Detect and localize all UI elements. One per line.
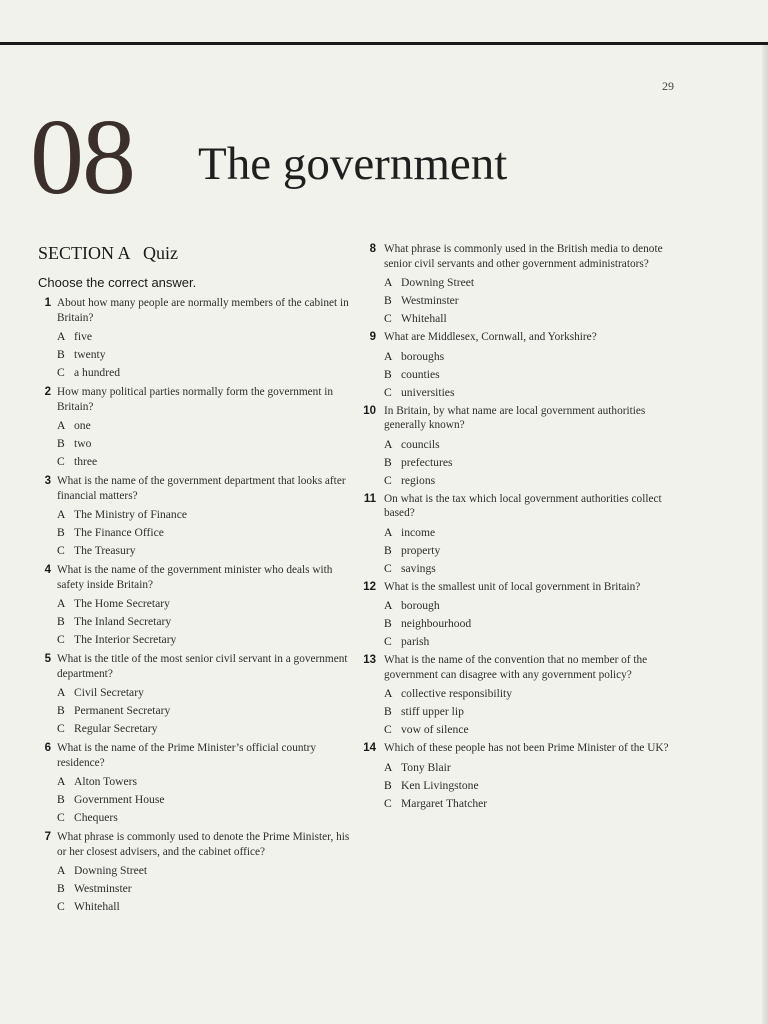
option-text: The Inland Secretary (74, 615, 172, 628)
instruction-text: Choose the correct answer. (38, 275, 197, 290)
option-text: Alton Towers (74, 775, 138, 788)
option-letter: B (57, 615, 65, 628)
option-letter: B (384, 455, 392, 469)
question-item (34, 385, 364, 471)
question-number: 8 (369, 243, 376, 255)
question-item (356, 330, 686, 402)
question-number: 9 (369, 331, 376, 343)
answer-option (57, 506, 364, 524)
question-text: What is the name of the government minister who deals with safety inside Britain? (57, 564, 333, 591)
question-item (356, 492, 686, 578)
option-letter: A (57, 330, 66, 343)
answer-option (57, 613, 364, 631)
option-text: collective responsibility (401, 687, 513, 700)
answer-options (384, 524, 686, 578)
option-text: income (401, 525, 436, 539)
option-text: The Treasury (74, 544, 136, 557)
option-letter: B (384, 705, 392, 718)
answer-option (57, 417, 364, 435)
answer-option (384, 472, 686, 490)
option-text: boroughs (401, 349, 445, 363)
option-letter: B (57, 526, 65, 539)
question-number: 2 (44, 386, 51, 398)
answer-options (384, 685, 686, 739)
option-text: twenty (74, 348, 106, 361)
option-text: Regular Secretary (74, 722, 158, 735)
question-item (356, 580, 686, 652)
option-letter: A (384, 687, 393, 700)
answer-option (384, 542, 686, 560)
option-letter: A (57, 864, 66, 877)
option-letter: C (57, 455, 65, 468)
option-letter: C (57, 366, 65, 379)
answer-option (57, 524, 364, 542)
section-label: SECTION A (38, 243, 131, 263)
question-text: What is the title of the most senior civil servant in a government department? (57, 653, 348, 680)
option-letter: C (384, 723, 392, 736)
answer-options (57, 773, 364, 827)
answer-options (384, 759, 686, 813)
answer-options (57, 684, 364, 738)
option-letter: B (384, 617, 392, 630)
option-text: Whitehall (401, 312, 447, 325)
answer-option (57, 328, 364, 346)
option-letter: A (384, 437, 393, 451)
option-text: parish (401, 635, 430, 648)
option-text: Westminster (401, 294, 459, 307)
question-number: 11 (363, 492, 376, 505)
option-letter: B (384, 543, 392, 557)
option-letter: B (384, 367, 392, 381)
option-letter: A (57, 686, 66, 699)
option-text: Permanent Secretary (74, 704, 171, 717)
answer-options (57, 328, 364, 382)
answer-option (57, 364, 364, 382)
option-text: counties (401, 367, 440, 381)
answer-option (57, 702, 364, 720)
right-question-column (356, 242, 686, 815)
option-letter: C (384, 312, 392, 325)
option-text: prefectures (401, 455, 453, 469)
option-text: Government House (74, 793, 165, 806)
answer-option (384, 721, 686, 739)
option-letter: A (384, 760, 393, 774)
option-text: Whitehall (74, 900, 120, 913)
option-letter: C (57, 900, 65, 913)
option-letter: C (384, 796, 392, 810)
question-item (34, 652, 364, 738)
question-text: What are Middlesex, Cornwall, and Yorkshire? (384, 331, 597, 343)
answer-options (57, 506, 364, 560)
answer-option (384, 366, 686, 384)
answer-options (384, 348, 686, 402)
question-text: What phrase is commonly used to denote the Prime Minister, his or her closest advisers, and the cabinet office? (57, 831, 350, 858)
question-text: Which of these people has not been Prime Minister of the UK? (384, 742, 669, 754)
option-letter: A (384, 349, 393, 363)
option-letter: C (384, 561, 392, 575)
answer-option (57, 898, 364, 916)
answer-option (384, 348, 686, 366)
answer-option (57, 720, 364, 738)
option-letter: A (57, 508, 66, 521)
answer-options (384, 274, 686, 328)
answer-option (57, 435, 364, 453)
answer-option (384, 292, 686, 310)
question-text: In Britain, by what name are local government authorities generally known? (384, 404, 646, 431)
section-title: Quiz (143, 243, 179, 263)
answer-option (384, 436, 686, 454)
answer-option (384, 703, 686, 721)
question-text: How many political parties normally form the government in Britain? (57, 386, 334, 413)
option-text: The Interior Secretary (74, 633, 177, 646)
option-text: two (74, 437, 92, 450)
option-text: regions (401, 473, 436, 487)
question-text: What is the name of the government department that looks after financial matters? (57, 475, 346, 502)
section-heading (38, 243, 178, 264)
question-number: 14 (363, 742, 376, 754)
option-text: savings (401, 561, 436, 575)
question-item (356, 741, 686, 813)
option-letter: C (384, 385, 392, 399)
option-text: The Home Secretary (74, 597, 170, 610)
left-question-column (34, 296, 364, 919)
answer-option (384, 759, 686, 777)
option-text: councils (401, 437, 440, 451)
question-number: 6 (44, 742, 51, 754)
question-text: What is the name of the convention that no member of the government can disagree with any government policy? (384, 654, 648, 681)
question-number: 3 (44, 475, 51, 487)
option-text: Westminster (74, 882, 132, 895)
answer-option (384, 633, 686, 651)
option-letter: C (57, 722, 65, 735)
question-text: What phrase is commonly used in the British media to denote senior civil servants and other government administrators? (384, 243, 663, 270)
answer-options (57, 417, 364, 471)
option-text: three (74, 455, 98, 468)
option-letter: B (57, 437, 65, 450)
question-item (34, 474, 364, 560)
option-text: universities (401, 385, 455, 399)
page-edge-shadow (762, 45, 768, 1024)
option-letter: B (384, 778, 392, 792)
option-letter: A (57, 775, 66, 788)
answer-option (57, 631, 364, 649)
option-text: Ken Livingstone (401, 778, 479, 792)
question-item (356, 404, 686, 490)
option-text: borough (401, 599, 440, 612)
question-number: 12 (363, 580, 376, 593)
top-rule (0, 42, 768, 45)
option-letter: A (384, 525, 393, 539)
option-letter: C (384, 473, 392, 487)
option-text: vow of silence (401, 723, 469, 736)
answer-option (57, 791, 364, 809)
option-letter: B (57, 348, 65, 361)
answer-option (57, 684, 364, 702)
answer-option (57, 595, 364, 613)
question-text: What is the name of the Prime Minister’s official country residence? (57, 742, 317, 769)
option-text: The Finance Office (74, 526, 164, 539)
question-text: About how many people are normally members of the cabinet in Britain? (57, 297, 349, 324)
answer-option (384, 597, 686, 615)
answer-option (384, 685, 686, 703)
option-letter: B (57, 704, 65, 717)
answer-options (57, 862, 364, 916)
answer-option (384, 524, 686, 542)
answer-option (57, 346, 364, 364)
answer-option (57, 862, 364, 880)
option-letter: C (57, 811, 65, 824)
option-letter: B (384, 294, 392, 307)
answer-option (57, 773, 364, 791)
answer-option (384, 777, 686, 795)
question-item (356, 242, 686, 328)
option-letter: C (57, 633, 65, 646)
option-letter: A (57, 597, 66, 610)
question-item (34, 741, 364, 827)
option-letter: A (384, 276, 393, 289)
option-letter: A (57, 419, 66, 432)
option-letter: B (57, 793, 65, 806)
question-item (34, 563, 364, 649)
question-item (34, 296, 364, 382)
option-text: a hundred (74, 366, 121, 379)
answer-options (384, 597, 686, 651)
option-letter: B (57, 882, 65, 895)
option-text: neighbourhood (401, 617, 472, 630)
question-number: 7 (44, 831, 51, 843)
question-number: 1 (44, 297, 51, 309)
option-text: property (401, 543, 441, 557)
question-number: 13 (363, 654, 376, 666)
answer-option (384, 454, 686, 472)
question-number: 4 (44, 564, 51, 576)
question-item (356, 653, 686, 739)
answer-option (384, 560, 686, 578)
option-letter: C (57, 544, 65, 557)
question-item (34, 830, 364, 916)
option-text: one (74, 419, 91, 432)
question-text: What is the smallest unit of local government in Britain? (384, 580, 641, 593)
option-text: The Ministry of Finance (74, 508, 188, 521)
answer-option (57, 542, 364, 560)
answer-option (57, 453, 364, 471)
answer-option (57, 880, 364, 898)
option-text: Chequers (74, 811, 118, 824)
answer-options (384, 436, 686, 490)
option-text: Downing Street (74, 864, 148, 877)
question-number: 5 (44, 653, 51, 665)
chapter-number: 08 (30, 98, 134, 217)
option-letter: C (384, 635, 392, 648)
question-text: On what is the tax which local government authorities collect based? (384, 492, 662, 519)
option-text: Tony Blair (401, 760, 451, 774)
page-number: 29 (662, 79, 674, 93)
option-letter: A (384, 599, 393, 612)
answer-option (57, 809, 364, 827)
chapter-title: The government (198, 138, 508, 190)
answer-option (384, 615, 686, 633)
question-number: 10 (363, 404, 376, 417)
option-text: stiff upper lip (401, 705, 464, 718)
answer-option (384, 310, 686, 328)
answer-option (384, 274, 686, 292)
answer-option (384, 384, 686, 402)
option-text: Downing Street (401, 276, 475, 289)
option-text: Margaret Thatcher (401, 796, 488, 810)
option-text: Civil Secretary (74, 686, 144, 699)
answer-options (57, 595, 364, 649)
option-text: five (74, 330, 93, 343)
answer-option (384, 795, 686, 813)
